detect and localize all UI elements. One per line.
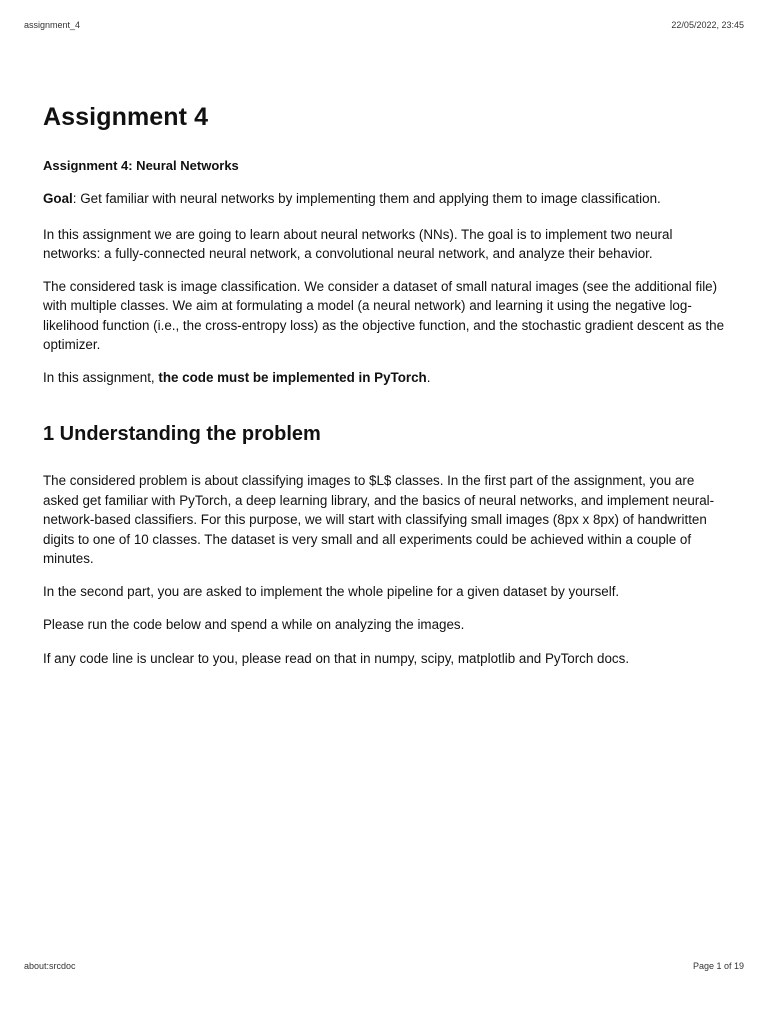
code-note-paragraph [43,368,733,388]
problem-paragraph: The considered problem is about classifying images to $L$ classes. In the first part of the assignment, you are asked get familiar with PyTorch, a deep learning library, and the basics of neural networks, and implement neural-network-based classifiers. For this purpose, we will start with classifying small images (8px x 8px) of handwritten digits to one of 10 classes. The dataset is very small and all experiments could be achieved within a couple of minutes. [43,473,715,566]
print-footer-url: about:srcdoc [24,961,76,971]
goal-label: Goal [43,191,73,206]
page-title: Assignment 4 [43,103,209,131]
run-code-paragraph: Please run the code below and spend a while on analyzing the images. [43,617,465,632]
print-header [24,20,744,30]
code-note-prefix: In this assignment, [43,369,159,385]
unclear-code-paragraph: If any code line is unclear to you, please read on that in numpy, scipy, matplotlib and PyTorch docs. [43,650,630,666]
code-note-suffix: . [426,369,431,385]
section-heading-understanding: 1 Understanding the problem [43,423,321,445]
goal-paragraph [43,189,733,209]
intro-paragraph: In this assignment we are going to learn about neural networks (NNs). The goal is to implement two neural networks: a fully-connected neural network, a convolutional neural network, and analyze their behavior. [43,226,673,261]
print-footer-page-number: Page 1 of 19 [692,961,744,971]
print-header-doc-name: assignment_4 [24,20,81,30]
print-header-datetime: 22/05/2022, 23:45 [671,20,744,30]
document-content [43,98,733,668]
goal-text: : Get familiar with neural networks by implementing them and applying them to image classification. [72,191,661,206]
print-footer [24,961,744,971]
page-subtitle: Assignment 4: Neural Networks [43,158,239,173]
code-note-bold: the code must be implemented in PyTorch [158,369,427,385]
second-part-paragraph: In the second part, you are asked to implement the whole pipeline for a given dataset by yourself. [43,583,620,599]
task-paragraph: The considered task is image classification. We consider a dataset of small natural images (see the additional file) with multiple classes. We aim at formulating a model (a neural network) and learning it using the negative log-likelihood function (i.e., the cross-entropy loss) as the objective function, and the stochastic gradient descent as the optimizer. [43,278,725,352]
